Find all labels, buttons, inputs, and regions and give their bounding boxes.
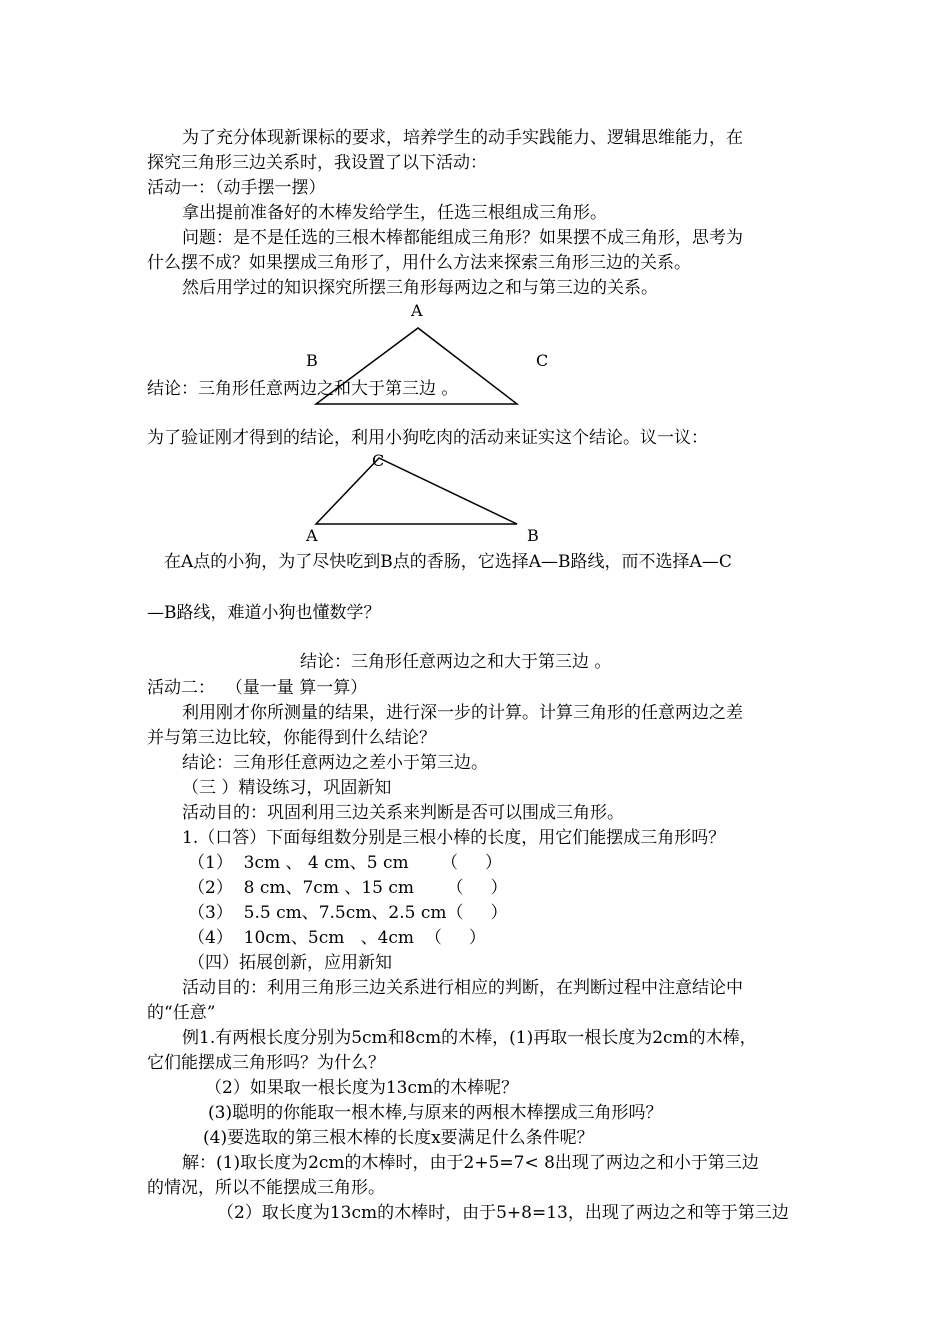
text-line: 拿出提前准备好的木棒发给学生，任选三根组成三角形。 [182,203,607,223]
text-line: 活动目的：巩固利用三边关系来判断是否可以围成三角形。 [182,803,624,823]
text-line: （2）取长度为13cm的木棒时，由于5+8=13，出现了两边之和等于第三边 [217,1203,789,1223]
vertex-label-b: B [527,526,539,545]
text-line: 什么摆不成？如果摆成三角形了，用什么方法来探索三角形三边的关系。 [147,253,691,273]
text-line: 问题：是不是任选的三根木棒都能组成三角形？如果摆不成三角形，思考为 [182,228,743,248]
text-line: 的情况，所以不能摆成三角形。 [147,1178,385,1198]
text-line: 并与第三边比较，你能得到什么结论？ [147,728,436,748]
text-line: 1.（口答）下面每组数分别是三根小棒的长度，用它们能摆成三角形吗？ [182,828,726,848]
text-line: 在A点的小狗，为了尽快吃到B点的香肠，它选择A—B路线，而不选择A—C [164,552,732,572]
text-line: 解：(1)取长度为2cm的木棒时，由于2+5=7< 8出现了两边之和小于第三边 [182,1153,759,1173]
exercise-item: （1） 3cm 、 4 cm、5 cm （ ） [188,853,503,873]
text-line: 它们能摆成三角形吗？为什么？ [147,1053,385,1073]
exercise-item: （4） 10cm、5cm 、4cm （ ） [188,928,486,948]
conclusion-text: 结论：三角形任意两边之和大于第三边 。 [147,379,459,399]
vertex-label-c: C [372,451,385,470]
conclusion-text: 结论：三角形任意两边之差小于第三边。 [182,753,488,773]
conclusion-text: 结论：三角形任意两边之和大于第三边 。 [300,652,612,672]
text-line: (3)聪明的你能取一根木棒,与原来的两根木棒摆成三角形吗？ [208,1103,663,1123]
section-heading: （四）拓展创新，应用新知 [188,953,392,973]
vertex-label-c: C [536,351,549,370]
text-line: 探究三角形三边关系时，我设置了以下活动： [147,153,487,173]
text-line: 活动二： （量一量 算一算） [147,678,368,698]
text-line: （2）如果取一根长度为13cm的木棒呢？ [205,1078,519,1098]
vertex-label-a: A [411,301,423,320]
exercise-item: （2） 8 cm、7cm 、15 cm （ ） [188,878,508,898]
section-heading: （三 ）精设练习，巩固新知 [182,778,392,798]
text-line: 活动目的：利用三角形三边关系进行相应的判断，在判断过程中注意结论中 [182,978,743,998]
text-line: (4)要选取的第三根木棒的长度x要满足什么条件呢？ [203,1128,594,1148]
vertex-label-a: A [306,526,318,545]
text-line: 然后用学过的知识探究所摆三角形每两边之和与第三边的关系。 [182,278,658,298]
text-line: 为了验证刚才得到的结论，利用小狗吃肉的活动来证实这个结论。议一议： [147,428,708,448]
exercise-item: （3） 5.5 cm、7.5cm、2.5 cm（ ） [188,903,508,923]
vertex-label-b: B [306,351,318,370]
text-line: 利用刚才你所测量的结果，进行深一步的计算。计算三角形的任意两边之差 [182,703,743,723]
text-line: 例1.有两根长度分别为5cm和8cm的木棒，(1)再取一根长度为2cm的木棒， [182,1028,757,1048]
text-line: 活动一：（动手摆一摆） [147,178,326,198]
text-line: 的“任意” [147,1003,216,1023]
text-line: —B路线，难道小狗也懂数学？ [147,603,381,623]
text-line: 为了充分体现新课标的要求，培养学生的动手实践能力、逻辑思维能力，在 [182,128,743,148]
